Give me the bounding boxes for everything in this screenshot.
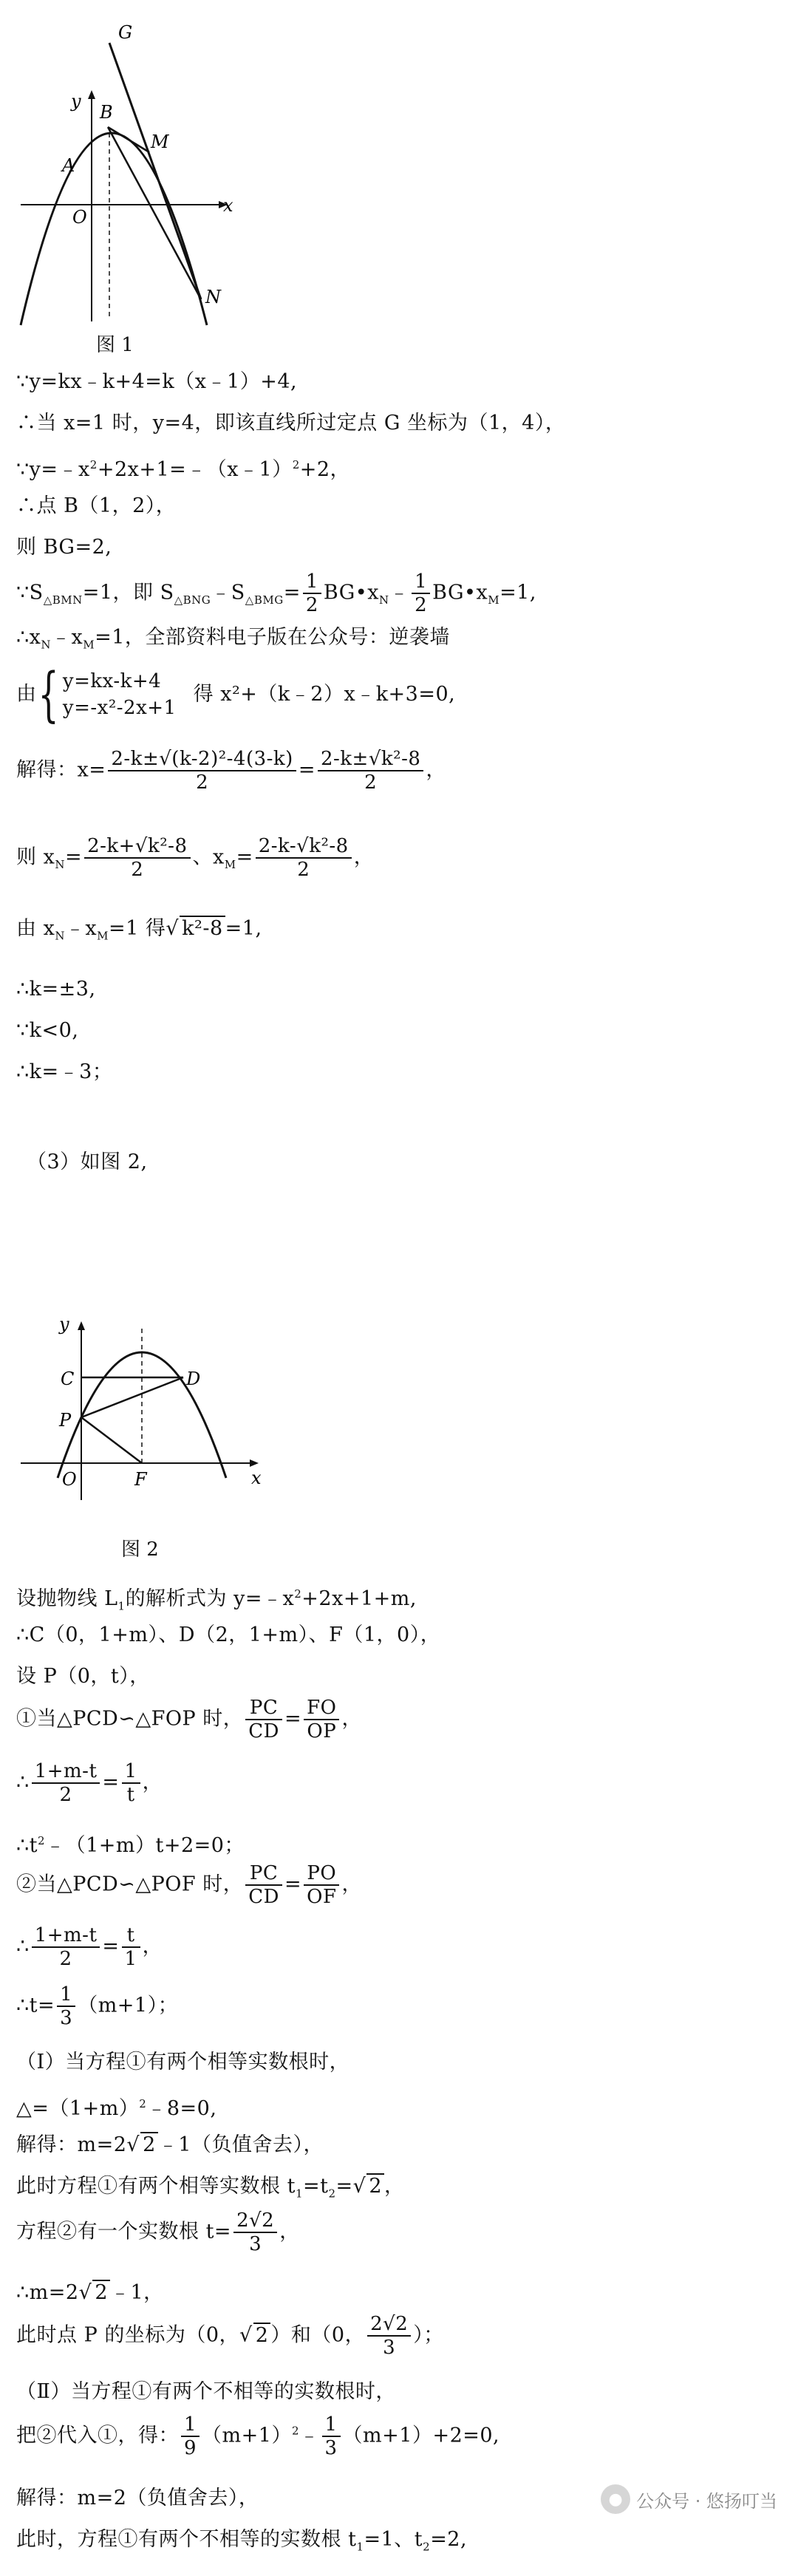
line-3: $\because y=﹣x^2+2x+1=﹣(x﹣1)^2+2$， — [16, 458, 351, 481]
p3-line-18: 把②代入①，得： $\frac{1}{9}$ $(m+1)^2﹣$ $\frac{1}{3}$ （m+1）+2=0, — [16, 2413, 500, 2459]
label-D: D — [186, 1369, 201, 1389]
line-5: 则 BG=2, — [16, 536, 112, 559]
line-11: 由 $x_N﹣x_M=1$ 得√ k²-8 =1, — [16, 917, 262, 943]
line-4: ∴点 B（1，2）， — [16, 494, 177, 517]
line-2: ∴当 x=1 时，y=4，即该直线所过定点 G 坐标为（1，4）， — [16, 412, 566, 435]
p3-line-1: 设抛物线 $L_1$的解析式为 $y=﹣x^2+2x+1+m$, — [16, 1587, 417, 1613]
watermark — [601, 2484, 777, 2514]
figure-2 — [15, 1315, 266, 1530]
p3-line-19: 解得：m=2（负值舍去）， — [16, 2487, 259, 2509]
line-10: 则 $x_N=$ $\frac{\text{2-k+√k²-8}}{2}$ 、$x_M=$ $\frac{\text{2-k-√k²-8}}{2}$ ， — [16, 835, 375, 881]
p3-line-16: 此时点 P 的坐标为（0，√ 2 ）和（0， $\frac{2√2}{3}$ ）； — [16, 2313, 444, 2359]
p3-line-2: ∴C（0，1+m）、D（2，1+m）、F（1，0）， — [16, 1623, 441, 1646]
p3-line-4: ①当△PCD∽△FOP 时， $\frac{PC}{CD}$ = $\frac{FO}{OP}$ ， — [16, 1697, 362, 1742]
line-12: ∴k=±3, — [16, 978, 96, 1001]
part3-intro: （3）如图 2, — [27, 1151, 148, 1173]
line-1: ∵y=kx﹣k+4=k（x﹣1）+4, — [16, 370, 298, 393]
wechat-icon: ● — [601, 2484, 630, 2514]
line-7: $\therefore x_N﹣x_M=1$，全部资料电子版在公众号：逆袭墙 — [16, 626, 450, 652]
label-M: M — [151, 132, 169, 152]
label-O: O — [72, 207, 87, 228]
line-8: 由 { y=kx-k+4 y=-x²-2x+1 得 x²+（k﹣2）x﹣k+3=0, — [16, 660, 456, 729]
label-C: C — [61, 1369, 75, 1389]
line-13: ∵k<0, — [16, 1019, 79, 1042]
p3-line-13: 此时方程①有两个相等实数根 $t_1=t_2=√$ 2 ， — [16, 2175, 405, 2201]
label-A: A — [62, 155, 75, 176]
p3-line-12: 解得：m=2√ 2 ﹣1（负值舍去）， — [16, 2133, 324, 2156]
label-F: F — [134, 1469, 147, 1490]
figure-1 — [15, 22, 236, 333]
p3-line-8: ∴ $\frac{1+m-t}{2}$ = $\frac{t}{1}$ ， — [16, 1924, 163, 1970]
label-x: x — [251, 1468, 262, 1488]
p3-line-3: 设 P（0，t）， — [16, 1665, 150, 1688]
figure-2-graph — [15, 1315, 266, 1530]
label-P: P — [59, 1410, 72, 1431]
line-14: ∴k=﹣3； — [16, 1060, 113, 1083]
label-x: x — [223, 195, 233, 216]
p3-line-20: 此时，方程①有两个不相等的实数根 $t_1=1$、$t_2=2$, — [16, 2528, 468, 2554]
label-y: y — [71, 91, 81, 112]
p3-line-14: 方程②有一个实数根 t= $\frac{2√2}{3}$ ， — [16, 2209, 300, 2255]
p3-line-17: （Ⅱ）当方程①有两个不相等的实数根时， — [16, 2380, 396, 2403]
p3-line-7: ②当△PCD∽△POF 时， $\frac{PC}{CD}$ = $\frac{PO}{OF}$ ， — [16, 1862, 362, 1908]
line-9: 解得：x= $\frac{\text{2-k±√(k-2)²-4(3-k)}}{2}$ = $\frac{\text{2-k±√k²-8}}{2}$ ， — [16, 748, 446, 794]
label-G: G — [118, 22, 133, 43]
label-N: N — [205, 287, 221, 307]
line-6: $\because S_{\triangle BMN}=1$，即 $S_{\triangle BNG}﹣S_{\triangle BMG}=$ $\frac{1}{2}$ $BG•x_N﹣$ $\frac{1}{2}$ $BG•x_M=1$, — [16, 570, 536, 616]
p3-line-11: $\triangle=(1+m)^2﹣8=0$, — [16, 2097, 217, 2120]
p3-line-5: ∴ $\frac{1+m-t}{2}$ = $\frac{1}{t}$ ， — [16, 1760, 163, 1806]
p3-line-6: $\therefore t^2﹣(1+m)t+2=0$； — [16, 1834, 245, 1857]
p3-line-15: ∴m=2√ 2 ﹣1， — [16, 2281, 164, 2304]
figure-1-graph — [15, 22, 236, 333]
figure-2-caption: 图 2 — [121, 1539, 159, 1561]
label-O: O — [62, 1469, 77, 1490]
p3-line-9: ∴t= $\frac{1}{3}$ （m+1）； — [16, 1983, 179, 2029]
figure-1-caption: 图 1 — [96, 334, 134, 356]
label-y: y — [59, 1315, 69, 1335]
label-B: B — [100, 102, 113, 123]
p3-line-10: （Ⅰ）当方程①有两个相等实数根时， — [16, 2051, 350, 2074]
watermark-text: 公众号 · 悠扬叮当 — [636, 2490, 777, 2512]
